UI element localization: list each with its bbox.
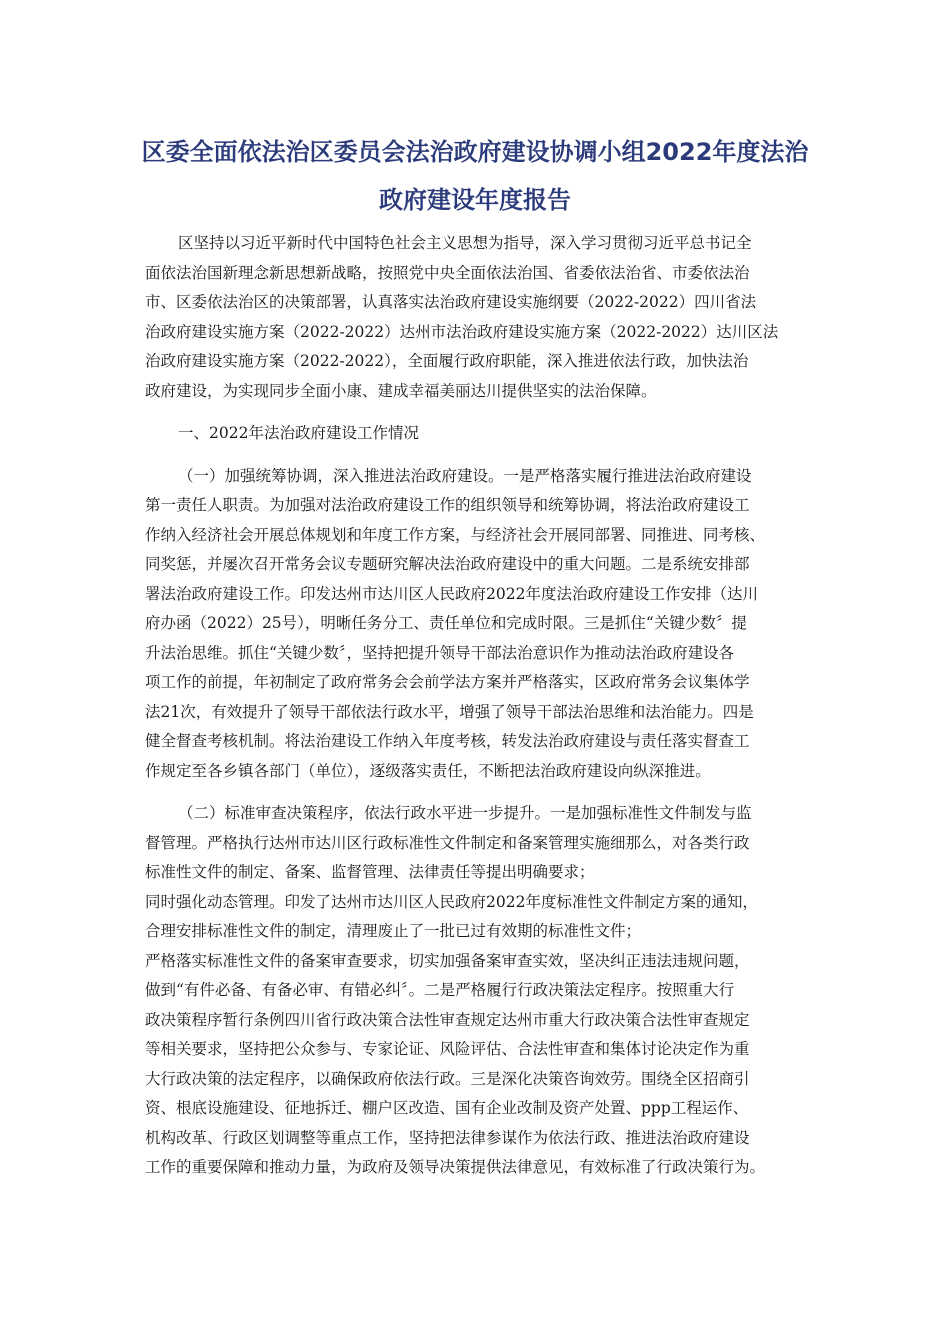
paragraph-line: 资、根底设施建设、征地拆迁、棚户区改造、国有企业改制及资产处置、ppp工程运作、	[145, 1099, 749, 1117]
document-body	[145, 229, 805, 1183]
paragraph-line: 合理安排标准性文件的制定，清理废止了一批已过有效期的标准性文件；	[145, 922, 642, 940]
paragraph-line: 第一责任人职责。为加强对法治政府建设工作的组织领导和统筹协调，将法治政府建设工	[145, 496, 750, 514]
paragraph-line: 大行政决策的法定程序，以确保政府依法行政。三是深化决策咨询效劳。围绕全区招商引	[145, 1069, 750, 1088]
paragraph-line: 治政府建设实施方案（2022-2022）达州市法治政府建设实施方案（2022-2022）达川区法	[145, 322, 779, 341]
paragraph-line: 同时强化动态管理。印发了达州市达川区人民政府2022年度标准性文件制定方案的通知，	[145, 892, 758, 911]
paragraph-line: 面依法治国新理念新思想新战略，按照党中央全面依法治国、省委依法治省、市委依法治	[145, 263, 750, 282]
paragraph-line: 严格落实标准性文件的备案审查要求，切实加强备案审查实效，坚决纠正违法违规问题，	[145, 951, 750, 970]
document-title	[130, 128, 820, 224]
paragraph-line: 升法治思维。抓住“关键少数〞，坚持把提升领导干部法治意识作为推动法治政府建设各	[145, 643, 735, 662]
paragraph-line: 同奖惩，并屡次召开常务会议专题研究解决法治政府建设中的重大问题。二是系统安排部	[145, 555, 750, 573]
paragraph-line: 机构改革、行政区划调整等重点工作，坚持把法律参谋作为依法行政、推进法治政府建设	[145, 1128, 750, 1147]
paragraph-section-1	[145, 462, 805, 787]
paragraph-line: 作规定至各乡镇各部门（单位），逐级落实责任，不断把法治政府建设向纵深推进。	[145, 761, 711, 780]
title-line-2: 政府建设年度报告	[379, 186, 571, 214]
paragraph-line: 政府建设，为实现同步全面小康、建成幸福美丽达川提供坚实的法治保障。	[145, 381, 657, 400]
section-heading	[145, 419, 805, 449]
paragraph-line: 区坚持以习近平新时代中国特色社会主义思想为指导，深入学习贯彻习近平总书记全	[178, 234, 752, 252]
paragraph-line: 督管理。严格执行达州市达川区行政标准性文件制定和备案管理实施细那么，对各类行政	[145, 833, 750, 852]
paragraph-line: 政决策程序暂行条例四川省行政决策合法性审查规定达州市重大行政决策合法性审查规定	[145, 1010, 750, 1029]
paragraph-line: （二）标准审查决策程序，依法行政水平进一步提升。一是加强标准性文件制发与监	[178, 804, 752, 822]
paragraph-section-2	[145, 799, 805, 1183]
title-line-1: 区委全面依法治区委员会法治政府建设协调小组2022年度法治	[141, 138, 809, 166]
paragraph-line: 署法治政府建设工作。印发达州市达川区人民政府2022年度法治政府建设工作安排（达川	[145, 584, 758, 603]
paragraph-line: 治政府建设实施方案（2022-2022），全面履行政府职能，深入推进依法行政，加快法治	[145, 352, 749, 370]
paragraph-line: 府办函（2022）25号），明晰任务分工、责任单位和完成时限。三是抓住“关键少数〞提	[145, 614, 747, 632]
paragraph-line: 法21次，有效提升了领导干部依法行政水平，增强了领导干部法治思维和法治能力。四是	[145, 702, 754, 721]
paragraph-line: 等相关要求，坚持把公众参与、专家论证、风险评估、合法性审查和集体讨论决定作为重	[145, 1040, 750, 1058]
paragraph-intro	[145, 229, 805, 406]
paragraph-line: （一）加强统筹协调，深入推进法治政府建设。一是严格落实履行推进法治政府建设	[178, 466, 752, 485]
paragraph-line: 标准性文件的制定、备案、监督管理、法律责任等提出明确要求；	[145, 863, 595, 881]
paragraph-line: 工作的重要保障和推动力量，为政府及领导决策提供法律意见，有效标准了行政决策行为。	[145, 1158, 766, 1176]
paragraph-line: 做到“有件必备、有备必审、有错必纠〞。二是严格履行行政决策法定程序。按照重大行	[145, 981, 735, 999]
paragraph-line: 作纳入经济社会开展总体规划和年度工作方案，与经济社会开展同部署、同推进、同考核、	[145, 525, 766, 544]
section-heading-text: 一、2022年法治政府建设工作情况	[178, 424, 419, 442]
paragraph-line: 项工作的前提，年初制定了政府常务会会前学法方案并严格落实，区政府常务会议集体学	[145, 673, 750, 691]
paragraph-line: 市、区委依法治区的决策部署，认真落实法治政府建设实施纲要（2022-2022）四川省法	[145, 293, 757, 311]
paragraph-line: 健全督查考核机制。将法治建设工作纳入年度考核，转发法治政府建设与责任落实督查工	[145, 732, 750, 750]
